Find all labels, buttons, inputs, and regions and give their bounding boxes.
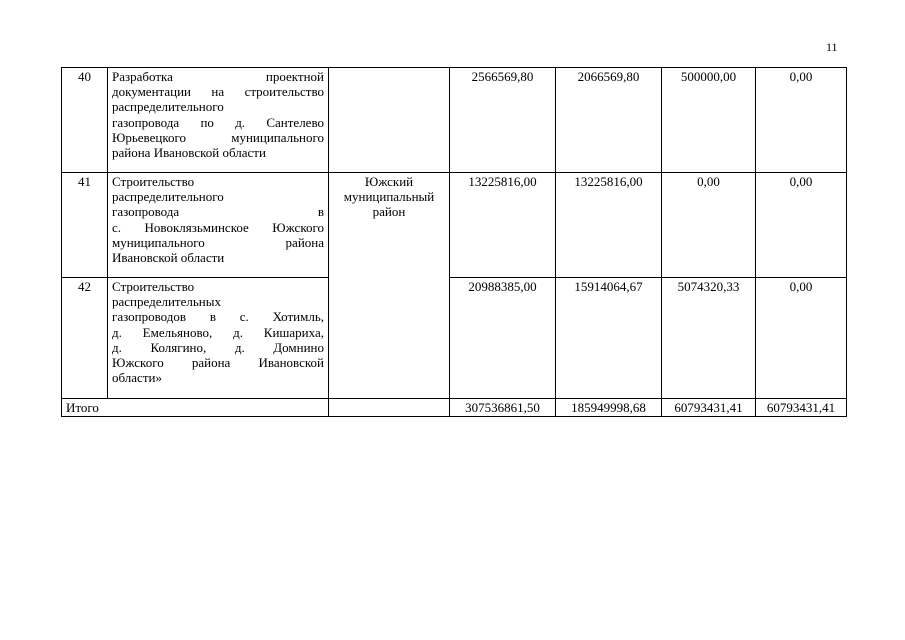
project-name-line: д. Емельяново, д. Кишариха, xyxy=(112,324,324,340)
project-name-line: муниципального района xyxy=(112,234,324,250)
project-name-line: с. Новоклязьминское Южского xyxy=(112,219,324,235)
project-name-line: Строительство xyxy=(112,174,195,189)
project-name-line: Разработка проектной xyxy=(112,69,324,84)
project-name xyxy=(108,68,329,173)
amount-col4: 0,00 xyxy=(756,173,847,278)
totals-amount-col3: 60793431,41 xyxy=(662,399,756,417)
project-name-line: Строительство xyxy=(112,279,195,294)
project-name-line: распределительных xyxy=(112,294,221,310)
totals-amount-col4: 60793431,41 xyxy=(756,399,847,417)
region-line: муниципальный xyxy=(343,189,435,205)
project-name-line: газопроводов в с. Хотимль, xyxy=(112,309,324,325)
project-name-line: распределительного xyxy=(112,189,224,205)
table-row xyxy=(62,173,847,278)
page-number: 11 xyxy=(826,40,838,54)
totals-amount-col2: 185949998,68 xyxy=(556,399,662,417)
amount-col3: 0,00 xyxy=(662,173,756,278)
amount-col3: 500000,00 xyxy=(662,68,756,173)
region-line: район xyxy=(372,204,406,220)
row-number: 40 xyxy=(62,68,108,173)
project-name-line: Ивановской области xyxy=(112,250,225,266)
totals-row xyxy=(62,399,847,417)
amount-col4: 0,00 xyxy=(756,68,847,173)
row-number: 42 xyxy=(62,278,108,399)
amount-total: 2566569,80 xyxy=(450,68,556,173)
row-number: 41 xyxy=(62,173,108,278)
amount-total: 20988385,00 xyxy=(450,278,556,399)
project-name-line: д. Колягино, д. Домнино xyxy=(112,339,324,355)
amount-col2: 15914064,67 xyxy=(556,278,662,399)
project-name-line: области» xyxy=(112,370,162,386)
project-name-line: района Ивановской области xyxy=(112,145,266,161)
amount-total: 13225816,00 xyxy=(450,173,556,278)
project-name-line: Южского района Ивановской xyxy=(112,355,324,371)
amount-col2: 13225816,00 xyxy=(556,173,662,278)
project-name-line: распределительного xyxy=(112,99,224,115)
totals-label: Итого xyxy=(62,399,329,417)
amount-col2: 2066569,80 xyxy=(556,68,662,173)
table-row xyxy=(62,278,847,399)
amount-col4: 0,00 xyxy=(756,278,847,399)
project-name-line: Юрьевецкого муниципального xyxy=(112,129,324,145)
project-name xyxy=(108,278,329,399)
totals-amount-total: 307536861,50 xyxy=(450,399,556,417)
region-cell xyxy=(329,173,450,399)
project-name-line: газопровода в xyxy=(112,204,324,220)
project-name xyxy=(108,173,329,278)
region-cell-empty xyxy=(329,68,450,173)
funding-table xyxy=(61,67,847,417)
amount-col3: 5074320,33 xyxy=(662,278,756,399)
project-name-line: газопровода по д. Сантелево xyxy=(112,114,324,130)
project-name-line: документации на строительство xyxy=(112,84,324,100)
table-row xyxy=(62,68,847,173)
totals-region-empty xyxy=(329,399,450,417)
region-line: Южский xyxy=(364,174,414,189)
